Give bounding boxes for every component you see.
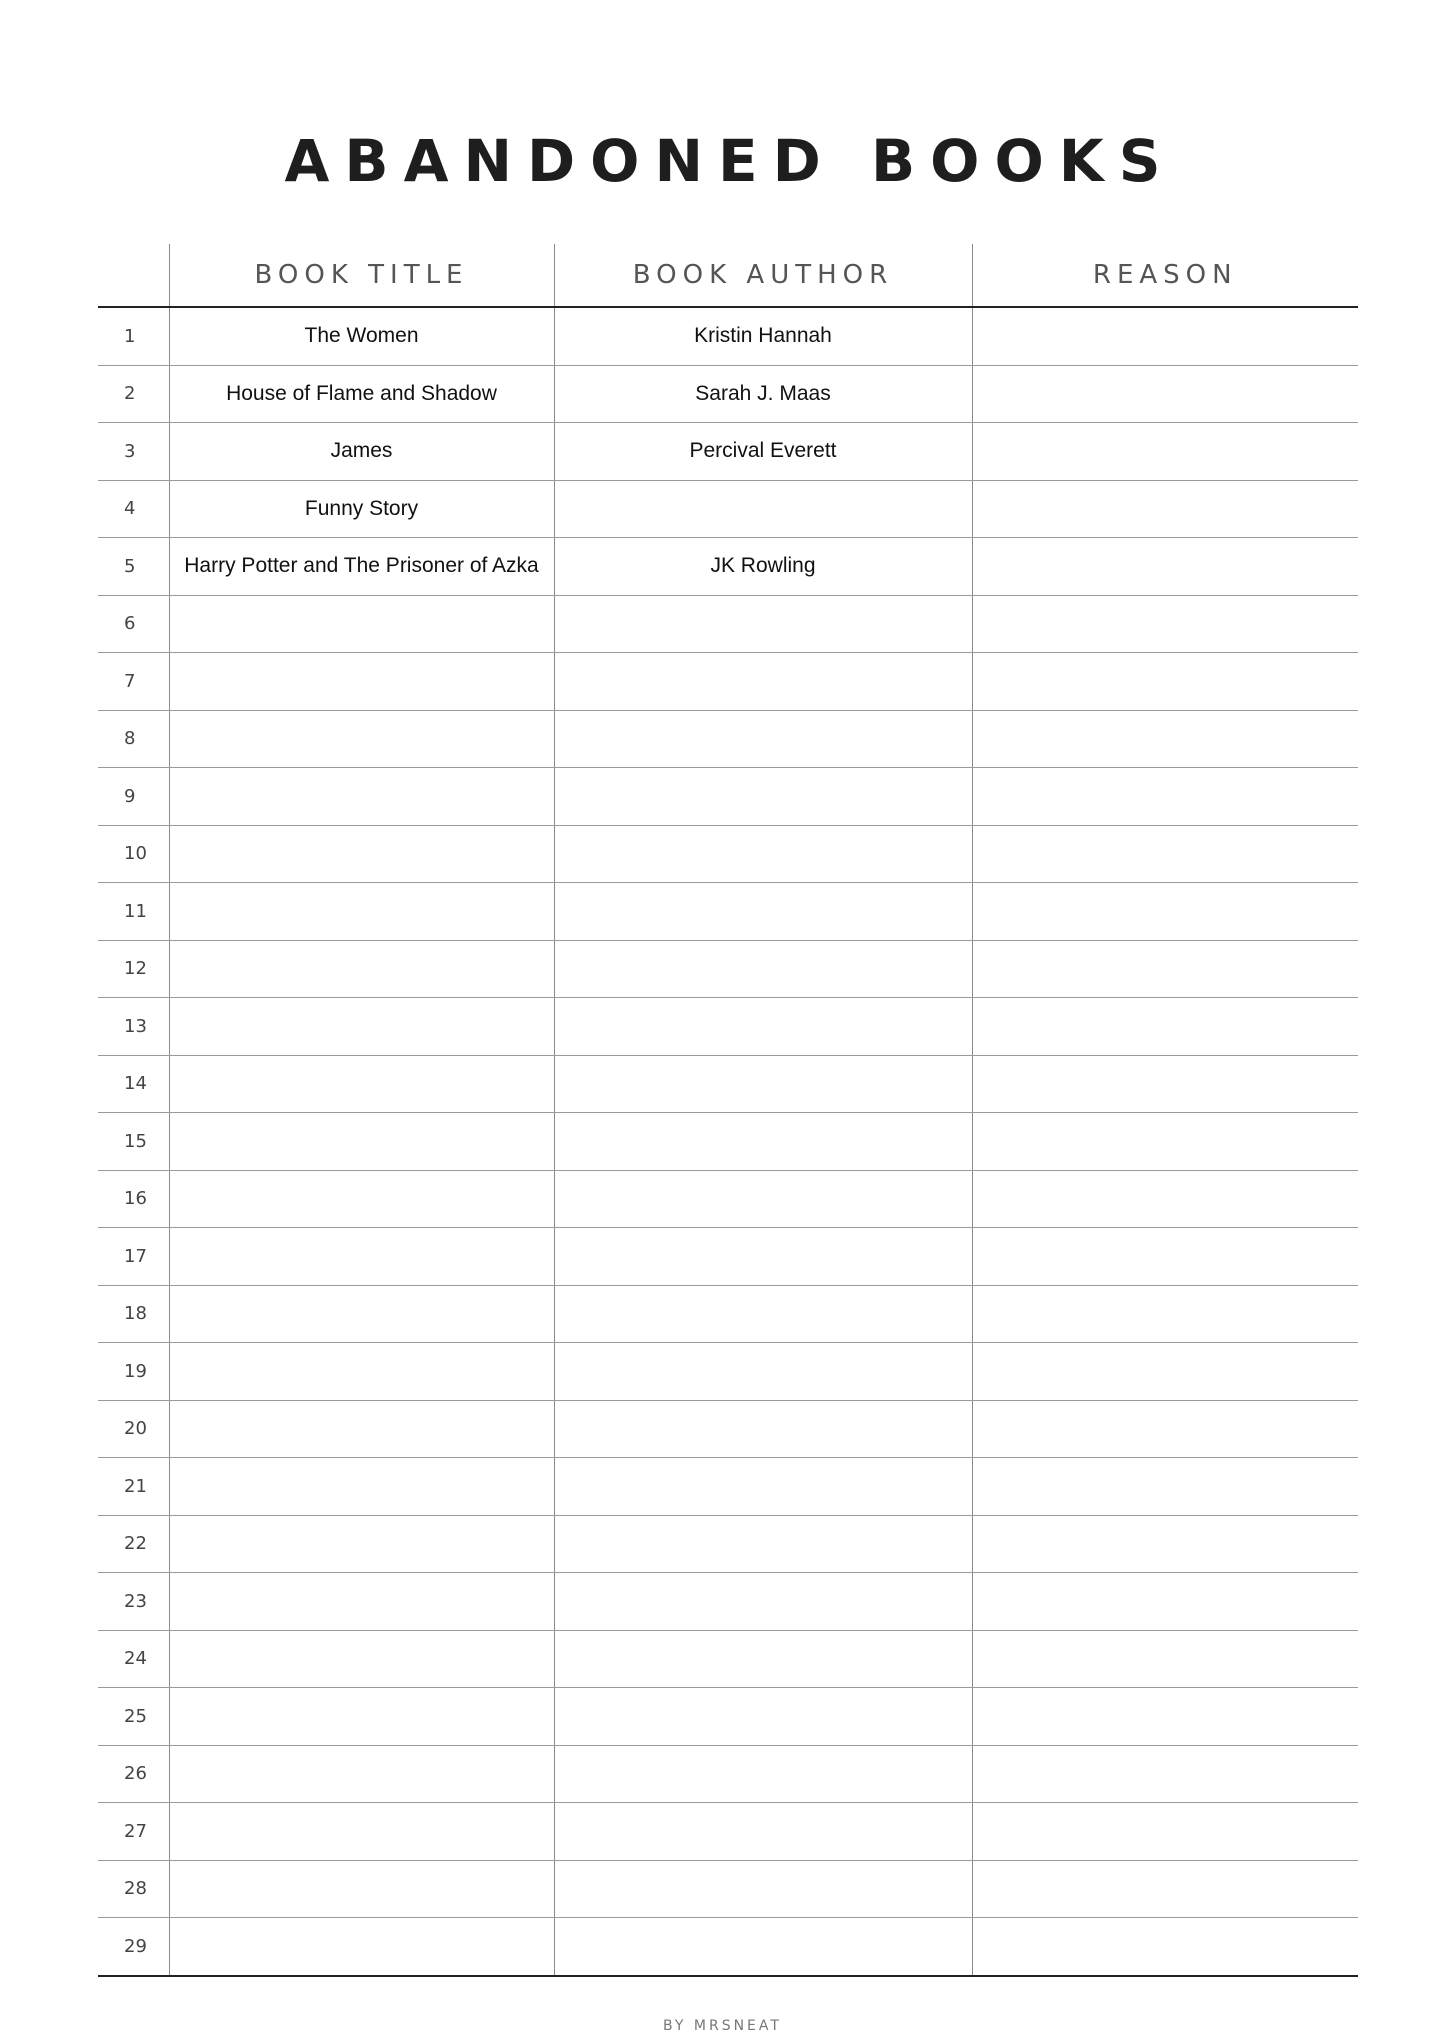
book-author-cell[interactable] [554,1458,972,1516]
reason-cell[interactable] [972,1803,1358,1861]
row-number: 29 [98,1918,169,1976]
row-number: 2 [98,365,169,423]
page-title: ABANDONED BOOKS [284,126,1176,195]
book-author-cell[interactable] [554,1343,972,1401]
reason-header: REASON [972,244,1358,307]
book-title-cell[interactable] [169,1285,554,1343]
book-title-cell[interactable] [169,998,554,1056]
table-body [98,307,1358,1976]
reason-cell[interactable] [972,307,1358,365]
row-number: 1 [98,307,169,365]
book-title-cell[interactable] [169,710,554,768]
book-title-cell[interactable] [169,1630,554,1688]
row-number: 7 [98,653,169,711]
row-number: 25 [98,1688,169,1746]
book-title-cell[interactable] [169,1745,554,1803]
row-number: 14 [98,1055,169,1113]
table-row [98,307,1358,365]
table-row [98,940,1358,998]
table-row [98,1285,1358,1343]
book-title-cell[interactable] [169,1688,554,1746]
row-number: 27 [98,1803,169,1861]
row-number: 21 [98,1458,169,1516]
table-row [98,998,1358,1056]
reason-cell[interactable] [972,825,1358,883]
book-title-cell[interactable] [169,1113,554,1171]
reason-cell[interactable] [972,1745,1358,1803]
book-author-cell[interactable] [554,710,972,768]
book-author-cell[interactable] [554,940,972,998]
book-title-cell[interactable]: James [169,423,554,481]
table-row [98,480,1358,538]
book-title-cell[interactable] [169,1573,554,1631]
table-row [98,768,1358,826]
book-author-cell[interactable] [554,1688,972,1746]
book-author-header: BOOK AUTHOR [554,244,972,307]
book-title-cell[interactable] [169,1343,554,1401]
book-author-cell[interactable] [554,1860,972,1918]
row-number: 18 [98,1285,169,1343]
table-row [98,1803,1358,1861]
book-title-cell[interactable]: Harry Potter and The Prisoner of Azka [169,538,554,596]
row-number: 9 [98,768,169,826]
row-number: 17 [98,1228,169,1286]
row-number: 19 [98,1343,169,1401]
table-row [98,1458,1358,1516]
reason-cell[interactable] [972,1630,1358,1688]
table-row [98,1343,1358,1401]
table-row [98,1860,1358,1918]
abandoned-books-table [98,244,1358,1977]
reason-cell[interactable] [972,1055,1358,1113]
book-title-cell[interactable] [169,883,554,941]
book-title-cell[interactable] [169,940,554,998]
book-title-cell[interactable] [169,653,554,711]
book-title-cell[interactable]: The Women [169,307,554,365]
book-title-cell[interactable] [169,1228,554,1286]
book-title-cell[interactable]: House of Flame and Shadow [169,365,554,423]
table-row [98,1573,1358,1631]
book-title-cell[interactable] [169,595,554,653]
book-title-cell[interactable] [169,1515,554,1573]
table-row [98,1630,1358,1688]
row-number: 20 [98,1400,169,1458]
book-title-cell[interactable] [169,1458,554,1516]
reason-cell[interactable] [972,1515,1358,1573]
table-row [98,1113,1358,1171]
table-header-row [98,244,1358,307]
row-number-header [98,244,169,307]
reason-cell[interactable] [972,595,1358,653]
row-number: 11 [98,883,169,941]
reason-cell[interactable] [972,1573,1358,1631]
book-author-cell[interactable] [554,1113,972,1171]
table-row [98,825,1358,883]
table-row [98,1170,1358,1228]
book-title-cell[interactable] [169,1400,554,1458]
book-title-cell[interactable] [169,1803,554,1861]
reason-cell[interactable] [972,480,1358,538]
table-row [98,1918,1358,1976]
book-author-cell[interactable] [554,1055,972,1113]
row-number: 23 [98,1573,169,1631]
book-author-cell[interactable] [554,1515,972,1573]
reason-cell[interactable] [972,1688,1358,1746]
table-row [98,1055,1358,1113]
row-number: 12 [98,940,169,998]
reason-cell[interactable] [972,423,1358,481]
table-row [98,1688,1358,1746]
row-number: 3 [98,423,169,481]
book-title-cell[interactable] [169,768,554,826]
row-number: 5 [98,538,169,596]
book-author-cell[interactable] [554,653,972,711]
book-author-cell[interactable] [554,1170,972,1228]
reason-cell[interactable] [972,653,1358,711]
reason-cell[interactable] [972,1343,1358,1401]
footer-credit: BY MRSNEAT [663,2018,782,2034]
book-author-cell[interactable] [554,1745,972,1803]
book-title-cell[interactable] [169,1170,554,1228]
reason-cell[interactable] [972,1113,1358,1171]
book-title-cell[interactable] [169,825,554,883]
table-row [98,883,1358,941]
book-title-cell[interactable] [169,1055,554,1113]
row-number: 6 [98,595,169,653]
reason-cell[interactable] [972,1918,1358,1976]
reason-cell[interactable] [972,1228,1358,1286]
book-author-cell[interactable] [554,1228,972,1286]
abandoned-books-table-container [98,244,1358,1977]
table-row [98,595,1358,653]
book-author-cell[interactable] [554,480,972,538]
book-author-cell[interactable] [554,1630,972,1688]
book-title-cell[interactable]: Funny Story [169,480,554,538]
book-author-cell[interactable] [554,1918,972,1976]
reason-cell[interactable] [972,940,1358,998]
book-author-cell[interactable]: JK Rowling [554,538,972,596]
book-author-cell[interactable] [554,883,972,941]
book-author-cell[interactable] [554,595,972,653]
book-title-header: BOOK TITLE [169,244,554,307]
row-number: 22 [98,1515,169,1573]
book-author-cell[interactable] [554,768,972,826]
book-author-cell[interactable] [554,825,972,883]
reason-cell[interactable] [972,1285,1358,1343]
row-number: 15 [98,1113,169,1171]
row-number: 4 [98,480,169,538]
row-number: 16 [98,1170,169,1228]
book-author-cell[interactable] [554,1285,972,1343]
book-author-cell[interactable] [554,1803,972,1861]
book-title-cell[interactable] [169,1918,554,1976]
table-row [98,710,1358,768]
reason-cell[interactable] [972,710,1358,768]
book-author-cell[interactable]: Percival Everett [554,423,972,481]
reason-cell[interactable] [972,1400,1358,1458]
table-row [98,1228,1358,1286]
row-number: 10 [98,825,169,883]
book-title-cell[interactable] [169,1860,554,1918]
row-number: 8 [98,710,169,768]
book-author-cell[interactable] [554,1400,972,1458]
reason-cell[interactable] [972,538,1358,596]
row-number: 24 [98,1630,169,1688]
row-number: 26 [98,1745,169,1803]
reason-cell[interactable] [972,768,1358,826]
table-row [98,423,1358,481]
table-row [98,653,1358,711]
reason-cell[interactable] [972,1170,1358,1228]
reason-cell[interactable] [972,998,1358,1056]
row-number: 28 [98,1860,169,1918]
table-row [98,1745,1358,1803]
table-row [98,1400,1358,1458]
reason-cell[interactable] [972,1860,1358,1918]
reason-cell[interactable] [972,883,1358,941]
table-row [98,538,1358,596]
book-author-cell[interactable]: Kristin Hannah [554,307,972,365]
book-author-cell[interactable]: Sarah J. Maas [554,365,972,423]
reason-cell[interactable] [972,1458,1358,1516]
table-row [98,1515,1358,1573]
book-author-cell[interactable] [554,1573,972,1631]
row-number: 13 [98,998,169,1056]
reason-cell[interactable] [972,365,1358,423]
table-row [98,365,1358,423]
book-author-cell[interactable] [554,998,972,1056]
